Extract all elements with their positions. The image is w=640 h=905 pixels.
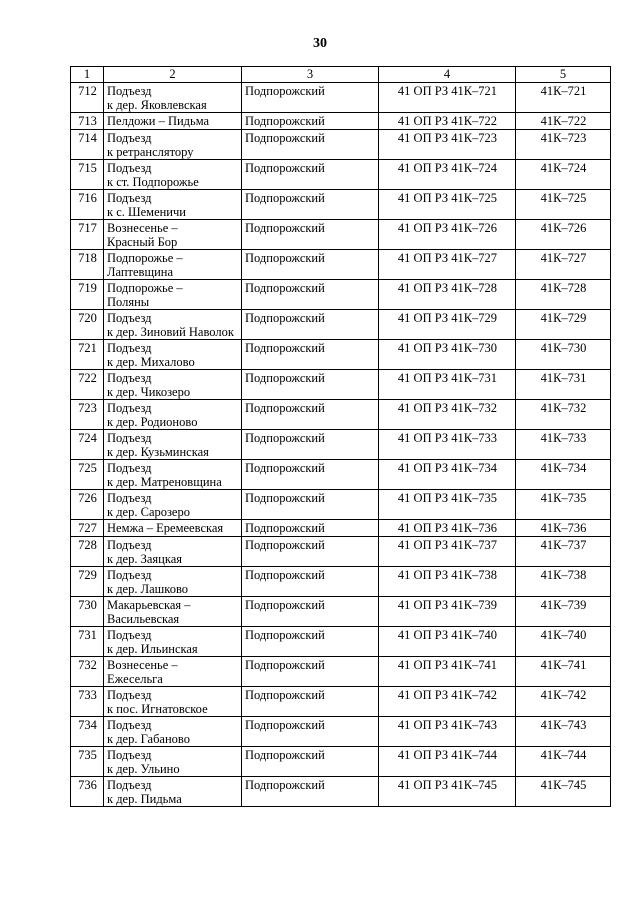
table-row bbox=[71, 537, 611, 567]
road-name: Подъезд к дер. Лашково bbox=[104, 567, 242, 597]
road-index: 41К–724 bbox=[516, 160, 611, 190]
road-name: Немжа – Еремеевская bbox=[104, 520, 242, 537]
table-row bbox=[71, 627, 611, 657]
district-name: Подпорожский bbox=[242, 250, 379, 280]
row-number: 721 bbox=[71, 340, 104, 370]
road-index: 41К–722 bbox=[516, 113, 611, 130]
road-name: Макарьевская – Васильевская bbox=[104, 597, 242, 627]
district-name: Подпорожский bbox=[242, 597, 379, 627]
district-name: Подпорожский bbox=[242, 310, 379, 340]
district-name: Подпорожский bbox=[242, 717, 379, 747]
road-index: 41К–721 bbox=[516, 83, 611, 113]
road-id-code: 41 ОП РЗ 41К–722 bbox=[379, 113, 516, 130]
road-id-code: 41 ОП РЗ 41К–721 bbox=[379, 83, 516, 113]
table-row bbox=[71, 130, 611, 160]
column-header-2: 2 bbox=[104, 67, 242, 83]
road-index: 41К–733 bbox=[516, 430, 611, 460]
road-index: 41К–741 bbox=[516, 657, 611, 687]
road-index: 41К–727 bbox=[516, 250, 611, 280]
column-header-5: 5 bbox=[516, 67, 611, 83]
table-row bbox=[71, 460, 611, 490]
road-name: Подъезд к дер. Зиновий Наволок bbox=[104, 310, 242, 340]
road-index: 41К–736 bbox=[516, 520, 611, 537]
row-number: 719 bbox=[71, 280, 104, 310]
road-name: Вознесенье – Ежесельга bbox=[104, 657, 242, 687]
road-id-code: 41 ОП РЗ 41К–734 bbox=[379, 460, 516, 490]
table-row bbox=[71, 83, 611, 113]
road-index: 41К–735 bbox=[516, 490, 611, 520]
road-name: Пелдожи – Пидьма bbox=[104, 113, 242, 130]
road-id-code: 41 ОП РЗ 41К–725 bbox=[379, 190, 516, 220]
table-row bbox=[71, 160, 611, 190]
row-number: 712 bbox=[71, 83, 104, 113]
table-row bbox=[71, 597, 611, 627]
road-index: 41К–743 bbox=[516, 717, 611, 747]
table-row bbox=[71, 220, 611, 250]
road-id-code: 41 ОП РЗ 41К–724 bbox=[379, 160, 516, 190]
district-name: Подпорожский bbox=[242, 130, 379, 160]
district-name: Подпорожский bbox=[242, 537, 379, 567]
road-id-code: 41 ОП РЗ 41К–743 bbox=[379, 717, 516, 747]
road-name: Подъезд к дер. Яковлевская bbox=[104, 83, 242, 113]
road-id-code: 41 ОП РЗ 41К–741 bbox=[379, 657, 516, 687]
road-index: 41К–731 bbox=[516, 370, 611, 400]
road-name: Подъезд к дер. Пидьма bbox=[104, 777, 242, 807]
road-name: Вознесенье – Красный Бор bbox=[104, 220, 242, 250]
road-id-code: 41 ОП РЗ 41К–730 bbox=[379, 340, 516, 370]
road-name: Подъезд к ретранслятору bbox=[104, 130, 242, 160]
district-name: Подпорожский bbox=[242, 340, 379, 370]
table-row bbox=[71, 777, 611, 807]
road-name: Подъезд к дер. Чикозеро bbox=[104, 370, 242, 400]
row-number: 730 bbox=[71, 597, 104, 627]
row-number: 728 bbox=[71, 537, 104, 567]
road-index: 41К–739 bbox=[516, 597, 611, 627]
row-number: 726 bbox=[71, 490, 104, 520]
district-name: Подпорожский bbox=[242, 490, 379, 520]
road-id-code: 41 ОП РЗ 41К–729 bbox=[379, 310, 516, 340]
roads-table bbox=[70, 66, 611, 807]
table-row bbox=[71, 747, 611, 777]
column-header-4: 4 bbox=[379, 67, 516, 83]
road-id-code: 41 ОП РЗ 41К–736 bbox=[379, 520, 516, 537]
road-index: 41К–734 bbox=[516, 460, 611, 490]
row-number: 725 bbox=[71, 460, 104, 490]
district-name: Подпорожский bbox=[242, 220, 379, 250]
road-index: 41К–744 bbox=[516, 747, 611, 777]
column-header-1: 1 bbox=[71, 67, 104, 83]
road-name: Подъезд к с. Шеменичи bbox=[104, 190, 242, 220]
road-name: Подъезд к дер. Матреновщина bbox=[104, 460, 242, 490]
road-index: 41К–732 bbox=[516, 400, 611, 430]
road-index: 41К–738 bbox=[516, 567, 611, 597]
table-row bbox=[71, 113, 611, 130]
road-id-code: 41 ОП РЗ 41К–733 bbox=[379, 430, 516, 460]
road-id-code: 41 ОП РЗ 41К–727 bbox=[379, 250, 516, 280]
table-row bbox=[71, 717, 611, 747]
row-number: 717 bbox=[71, 220, 104, 250]
road-index: 41К–730 bbox=[516, 340, 611, 370]
road-id-code: 41 ОП РЗ 41К–723 bbox=[379, 130, 516, 160]
road-name: Подъезд к дер. Сарозеро bbox=[104, 490, 242, 520]
district-name: Подпорожский bbox=[242, 777, 379, 807]
row-number: 732 bbox=[71, 657, 104, 687]
road-name: Подъезд к дер. Ульино bbox=[104, 747, 242, 777]
table-row bbox=[71, 400, 611, 430]
row-number: 715 bbox=[71, 160, 104, 190]
road-index: 41К–742 bbox=[516, 687, 611, 717]
road-index: 41К–726 bbox=[516, 220, 611, 250]
road-name: Подъезд к дер. Кузьминская bbox=[104, 430, 242, 460]
district-name: Подпорожский bbox=[242, 567, 379, 597]
road-name: Подъезд к дер. Заяцкая bbox=[104, 537, 242, 567]
road-id-code: 41 ОП РЗ 41К–739 bbox=[379, 597, 516, 627]
road-id-code: 41 ОП РЗ 41К–745 bbox=[379, 777, 516, 807]
table-row bbox=[71, 490, 611, 520]
row-number: 731 bbox=[71, 627, 104, 657]
road-index: 41К–723 bbox=[516, 130, 611, 160]
row-number: 727 bbox=[71, 520, 104, 537]
table-row bbox=[71, 657, 611, 687]
road-id-code: 41 ОП РЗ 41К–731 bbox=[379, 370, 516, 400]
district-name: Подпорожский bbox=[242, 747, 379, 777]
road-name: Подъезд к дер. Родионово bbox=[104, 400, 242, 430]
table-row bbox=[71, 310, 611, 340]
row-number: 720 bbox=[71, 310, 104, 340]
table-row bbox=[71, 190, 611, 220]
road-name: Подъезд к пос. Игнатовское bbox=[104, 687, 242, 717]
road-index: 41К–728 bbox=[516, 280, 611, 310]
table-row bbox=[71, 520, 611, 537]
road-id-code: 41 ОП РЗ 41К–744 bbox=[379, 747, 516, 777]
road-id-code: 41 ОП РЗ 41К–732 bbox=[379, 400, 516, 430]
road-index: 41К–740 bbox=[516, 627, 611, 657]
row-number: 718 bbox=[71, 250, 104, 280]
road-id-code: 41 ОП РЗ 41К–740 bbox=[379, 627, 516, 657]
row-number: 723 bbox=[71, 400, 104, 430]
row-number: 714 bbox=[71, 130, 104, 160]
page-number: 30 bbox=[313, 36, 327, 51]
row-number: 734 bbox=[71, 717, 104, 747]
road-id-code: 41 ОП РЗ 41К–728 bbox=[379, 280, 516, 310]
road-id-code: 41 ОП РЗ 41К–735 bbox=[379, 490, 516, 520]
road-id-code: 41 ОП РЗ 41К–737 bbox=[379, 537, 516, 567]
road-index: 41К–745 bbox=[516, 777, 611, 807]
table-row bbox=[71, 340, 611, 370]
district-name: Подпорожский bbox=[242, 190, 379, 220]
row-number: 716 bbox=[71, 190, 104, 220]
table-row bbox=[71, 370, 611, 400]
district-name: Подпорожский bbox=[242, 687, 379, 717]
road-name: Подъезд к дер. Михалово bbox=[104, 340, 242, 370]
road-name: Подпорожье – Лаптевщина bbox=[104, 250, 242, 280]
district-name: Подпорожский bbox=[242, 460, 379, 490]
road-name: Подъезд к дер. Ильинская bbox=[104, 627, 242, 657]
table-header-row bbox=[71, 67, 611, 83]
table-body bbox=[71, 83, 611, 807]
district-name: Подпорожский bbox=[242, 400, 379, 430]
table-row bbox=[71, 687, 611, 717]
district-name: Подпорожский bbox=[242, 370, 379, 400]
road-name: Подъезд к ст. Подпорожье bbox=[104, 160, 242, 190]
road-id-code: 41 ОП РЗ 41К–738 bbox=[379, 567, 516, 597]
district-name: Подпорожский bbox=[242, 430, 379, 460]
table-row bbox=[71, 430, 611, 460]
district-name: Подпорожский bbox=[242, 520, 379, 537]
district-name: Подпорожский bbox=[242, 160, 379, 190]
road-name: Подъезд к дер. Габаново bbox=[104, 717, 242, 747]
road-index: 41К–737 bbox=[516, 537, 611, 567]
district-name: Подпорожский bbox=[242, 280, 379, 310]
road-id-code: 41 ОП РЗ 41К–726 bbox=[379, 220, 516, 250]
road-index: 41К–729 bbox=[516, 310, 611, 340]
row-number: 724 bbox=[71, 430, 104, 460]
table-row bbox=[71, 567, 611, 597]
district-name: Подпорожский bbox=[242, 83, 379, 113]
district-name: Подпорожский bbox=[242, 657, 379, 687]
district-name: Подпорожский bbox=[242, 627, 379, 657]
table-row bbox=[71, 280, 611, 310]
district-name: Подпорожский bbox=[242, 113, 379, 130]
row-number: 736 bbox=[71, 777, 104, 807]
table-row bbox=[71, 250, 611, 280]
road-index: 41К–725 bbox=[516, 190, 611, 220]
road-id-code: 41 ОП РЗ 41К–742 bbox=[379, 687, 516, 717]
column-header-3: 3 bbox=[242, 67, 379, 83]
row-number: 722 bbox=[71, 370, 104, 400]
row-number: 733 bbox=[71, 687, 104, 717]
row-number: 735 bbox=[71, 747, 104, 777]
row-number: 713 bbox=[71, 113, 104, 130]
row-number: 729 bbox=[71, 567, 104, 597]
road-name: Подпорожье – Поляны bbox=[104, 280, 242, 310]
